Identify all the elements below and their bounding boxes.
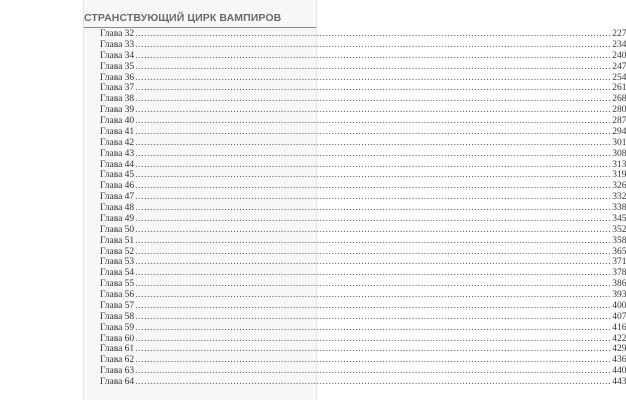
toc-entry — [100, 322, 626, 334]
dot-leader: ................................................................................................................................................................ — [135, 311, 612, 322]
toc-entry-page-number: 422 — [612, 333, 626, 344]
dot-leader: ................................................................................................................................................................ — [135, 300, 612, 311]
toc-entry-label: Глава 50 — [100, 224, 135, 235]
toc-entry-page-number: 345 — [612, 213, 626, 224]
dot-leader: ................................................................................................................................................................ — [135, 355, 612, 366]
toc-entry-page-number: 358 — [612, 235, 626, 246]
dot-leader: ................................................................................................................................................................ — [135, 192, 612, 203]
dot-leader: ................................................................................................................................................................ — [135, 235, 612, 246]
toc-entry-label: Глава 55 — [100, 279, 135, 290]
toc-entry — [100, 105, 626, 116]
toc-entry-page-number: 378 — [612, 268, 626, 279]
toc-entry-page-number: 332 — [612, 192, 626, 203]
dot-leader: ................................................................................................................................................................ — [135, 29, 612, 39]
toc-entry-label: Глава 39 — [100, 105, 135, 116]
toc-entry-label: Глава 63 — [100, 366, 135, 377]
dot-leader: ................................................................................................................................................................ — [135, 344, 612, 355]
toc-entry-label: Глава 41 — [100, 126, 135, 137]
toc-entry-label: Глава 34 — [100, 50, 135, 61]
toc-entry-label: Глава 57 — [100, 300, 135, 311]
dot-leader: ................................................................................................................................................................ — [135, 39, 612, 50]
toc-entry-label: Глава 45 — [100, 170, 135, 181]
toc-entry-page-number: 313 — [612, 159, 626, 170]
toc-entry-label: Глава 38 — [100, 94, 135, 105]
dot-leader: ................................................................................................................................................................ — [135, 377, 612, 387]
toc-entry-page-number: 386 — [612, 279, 626, 290]
toc-entry — [100, 235, 626, 247]
toc-entry-page-number: 429 — [612, 344, 626, 355]
toc-entry-page-number: 443 — [612, 377, 626, 387]
toc-entry-label: Глава 46 — [100, 181, 135, 192]
toc-entry — [100, 181, 626, 192]
toc-entry — [100, 257, 626, 268]
toc-entry-page-number: 326 — [612, 181, 626, 192]
toc-entry-page-number: 365 — [612, 246, 626, 257]
dot-leader: ................................................................................................................................................................ — [135, 268, 612, 279]
book-page — [84, 0, 626, 400]
dot-leader: ................................................................................................................................................................ — [135, 170, 612, 181]
toc-entry-label: Глава 64 — [100, 377, 135, 387]
running-head: СТРАНСТВУЮЩИЙ ЦИРК ВАМПИРОВ — [84, 12, 282, 24]
dot-leader: ................................................................................................................................................................ — [135, 61, 612, 72]
dot-leader: ................................................................................................................................................................ — [135, 116, 612, 126]
toc-entry-page-number: 440 — [612, 366, 626, 377]
toc-entry-page-number: 254 — [612, 72, 626, 83]
toc-entry-label: Глава 40 — [100, 116, 135, 126]
toc-entry — [100, 170, 626, 181]
toc-entry-page-number: 319 — [612, 170, 626, 181]
toc-entry — [100, 279, 626, 290]
toc-entry-page-number: 268 — [612, 94, 626, 105]
dot-leader: ................................................................................................................................................................ — [135, 50, 612, 61]
toc-entry-page-number: 400 — [612, 300, 626, 311]
toc-entry-label: Глава 42 — [100, 137, 135, 148]
dot-leader: ................................................................................................................................................................ — [135, 322, 612, 333]
toc-entry-label: Глава 61 — [100, 344, 135, 355]
dot-leader: ................................................................................................................................................................ — [135, 105, 612, 116]
toc-entry — [100, 366, 626, 377]
toc-entry — [100, 50, 626, 62]
toc-entry-page-number: 338 — [612, 203, 626, 213]
toc-entry — [100, 83, 626, 94]
toc-entry-page-number: 407 — [612, 311, 626, 322]
toc-entry-page-number: 287 — [612, 116, 626, 126]
toc-entry-page-number: 294 — [612, 126, 626, 137]
toc-entry-label: Глава 59 — [100, 322, 135, 333]
toc-entry — [100, 61, 626, 73]
toc-entry — [100, 333, 626, 345]
toc-entry-page-number: 227 — [612, 29, 626, 39]
toc-entry-label: Глава 36 — [100, 72, 135, 83]
toc-entry-page-number: 247 — [612, 61, 626, 72]
toc-entry-page-number: 308 — [612, 148, 626, 159]
toc-entry-label: Глава 37 — [100, 83, 135, 94]
toc-entry — [100, 300, 626, 312]
dot-leader: ................................................................................................................................................................ — [135, 257, 612, 268]
toc-entry — [100, 159, 626, 171]
dot-leader: ................................................................................................................................................................ — [135, 126, 612, 137]
toc-entry — [100, 29, 626, 40]
toc-entry — [100, 355, 626, 366]
toc-entry — [100, 246, 626, 258]
toc-entry-label: Глава 56 — [100, 290, 135, 300]
toc-entry — [100, 126, 626, 138]
dot-leader: ................................................................................................................................................................ — [135, 72, 612, 83]
toc-entry-label: Глава 54 — [100, 268, 135, 279]
toc-entry — [100, 290, 626, 301]
dot-leader: ................................................................................................................................................................ — [135, 279, 612, 290]
toc-entry-label: Глава 47 — [100, 192, 135, 203]
dot-leader: ................................................................................................................................................................ — [135, 224, 612, 235]
toc-entry-page-number: 416 — [612, 322, 626, 333]
dot-leader: ................................................................................................................................................................ — [135, 213, 612, 224]
toc-entry-page-number: 393 — [612, 290, 626, 300]
toc-entry-label: Глава 43 — [100, 148, 135, 159]
toc-entry-label: Глава 44 — [100, 159, 135, 170]
toc-entry — [100, 311, 626, 323]
toc-entry-label: Глава 33 — [100, 39, 135, 50]
toc-entry-label: Глава 32 — [100, 29, 135, 39]
toc-entry-label: Глава 49 — [100, 213, 135, 224]
dot-leader: ................................................................................................................................................................ — [135, 137, 612, 148]
table-of-contents — [100, 29, 626, 388]
dot-leader: ................................................................................................................................................................ — [135, 290, 612, 300]
toc-entry-label: Глава 52 — [100, 246, 135, 257]
toc-entry-page-number: 261 — [612, 83, 626, 94]
toc-entry-page-number: 436 — [612, 355, 626, 366]
dot-leader: ................................................................................................................................................................ — [135, 148, 612, 159]
toc-entry — [100, 116, 626, 127]
toc-entry-label: Глава 35 — [100, 61, 135, 72]
toc-entry-page-number: 352 — [612, 224, 626, 235]
toc-entry-label: Глава 60 — [100, 333, 135, 344]
toc-entry-label: Глава 51 — [100, 235, 135, 246]
toc-entry — [100, 268, 626, 279]
dot-leader: ................................................................................................................................................................ — [135, 83, 612, 94]
dot-leader: ................................................................................................................................................................ — [135, 246, 612, 257]
toc-entry-label: Глава 48 — [100, 203, 135, 213]
toc-entry-page-number: 234 — [612, 39, 626, 50]
toc-entry — [100, 377, 626, 388]
dot-leader: ................................................................................................................................................................ — [135, 366, 612, 377]
toc-entry — [100, 224, 626, 236]
toc-entry — [100, 344, 626, 355]
toc-entry-page-number: 280 — [612, 105, 626, 116]
toc-entry-label: Глава 53 — [100, 257, 135, 268]
dot-leader: ................................................................................................................................................................ — [135, 159, 612, 170]
toc-entry — [100, 39, 626, 51]
dot-leader: ................................................................................................................................................................ — [135, 94, 612, 105]
dot-leader: ................................................................................................................................................................ — [135, 333, 612, 344]
toc-entry — [100, 72, 626, 84]
toc-entry — [100, 192, 626, 203]
toc-entry-page-number: 371 — [612, 257, 626, 268]
toc-entry — [100, 137, 626, 149]
toc-entry — [100, 213, 626, 225]
toc-entry — [100, 94, 626, 105]
toc-entry-page-number: 301 — [612, 137, 626, 148]
toc-entry — [100, 203, 626, 214]
toc-entry-label: Глава 62 — [100, 355, 135, 366]
toc-entry-label: Глава 58 — [100, 311, 135, 322]
dot-leader: ................................................................................................................................................................ — [135, 181, 612, 192]
dot-leader: ................................................................................................................................................................ — [135, 203, 612, 213]
toc-entry — [100, 148, 626, 160]
toc-entry-page-number: 240 — [612, 50, 626, 61]
header-rule — [84, 27, 316, 28]
